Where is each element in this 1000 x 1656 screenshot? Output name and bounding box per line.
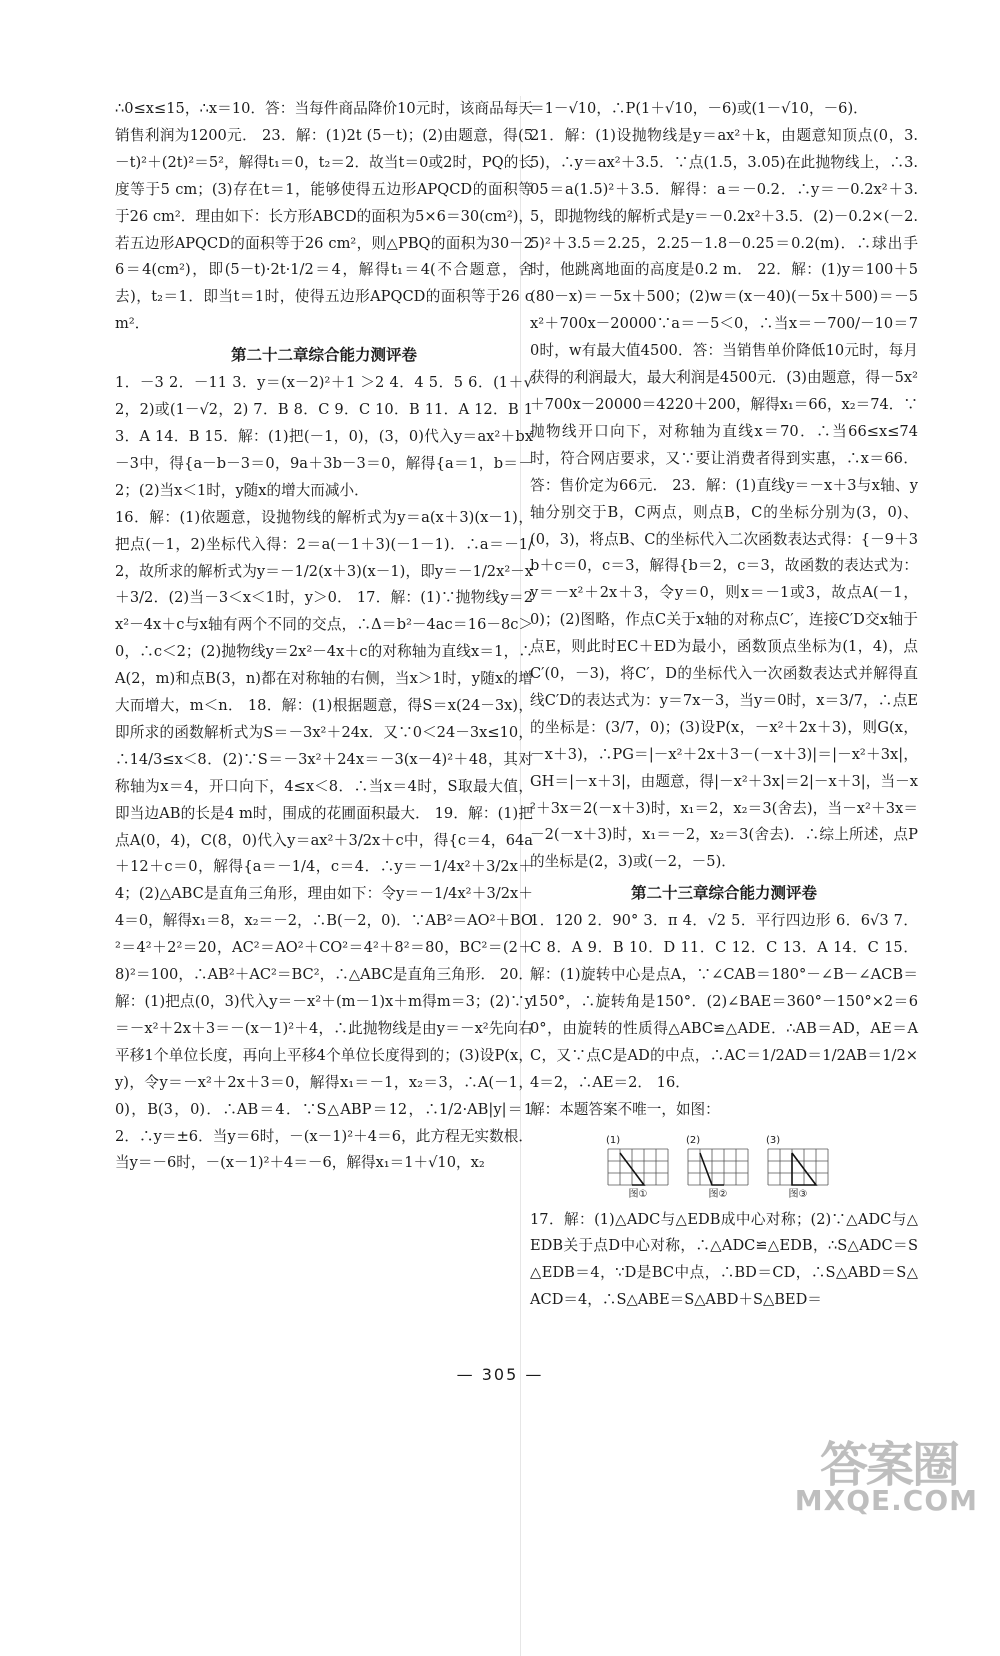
answer-text-block: ∴0≤x≤15，∴x＝10．答：当每件商品降价10元时，该商品每天销售利润为1200元． 23．解：(1)2t (5－t)；(2)由题意，得(5－t)²＋(2t)²＝5²，解得t₁＝0，t₂＝2．故当t＝0或2时，PQ的长度等于5 cm；(3)存在t＝1，能够使得五边形APQCD的面积等于26 cm²．理由如下：长方形ABCD的面积为5×6＝30(cm²)，若五边形APQCD的面积等于26 cm²，则△PBQ的面积为30－26＝4(cm²)，即(5－t)·2t·1/2＝4，解得t₁＝4(不合题意，舍去)，t₂＝1．即当t＝1时，使得五边形APQCD的面积等于26 cm²． [115,100,533,333]
answer-text-block: 16．解：(1)依题意，设抛物线的解析式为y＝a(x＋3)(x－1)，把点(－1，2)坐标代入得：2＝a(－1＋3)(－1－1)．∴a＝－1/2，故所求的解析式为y＝－1/2(x＋3)(x－1)，即y＝－1/2x²－x＋3/2．(2)当－3＜x＜1时，y＞0． 17．解：(1)∵抛物线y＝2x²－4x＋c与x轴有两个不同的交点，∴Δ＝b²－4ac＝16－8c＞0，∴c＜2；(2)抛物线y＝2x²－4x＋c的对称轴为直线x＝1，∴A(2，m)和点B(3，n)都在对称轴的右侧，当x＞1时，y随x的增大而增大，m＜n． 18．解：(1)根据题意，得S＝x(24－3x)，即所求的函数解析式为S＝－3x²＋24x．又∵0＜24－3x≤10，∴14/3≤x＜8．(2)∵S＝－3x²＋24x＝－3(x－4)²＋48，其对称轴为x＝4，开口向下，4≤x＜8．∴当x＝4时，S取最大值，即当边AB的长是4 m时，围成的花圃面积最大． 19．解：(1)把点A(0，4)，C(8，0)代入y＝ax²＋3/2x＋c中，得{c＝4，64a＋12＋c＝0，解得{a＝－1/4，c＝4．∴y＝－1/4x²＋3/2x＋4；(2)△ABC是直角三角形，理由如下：令y＝－1/4x²＋3/2x＋4＝0，解得x₁＝8，x₂＝－2，∴B(－2，0)．∵AB²＝AO²＋BO²＝4²＋2²＝20，AC²＝AO²＋CO²＝4²＋8²＝80，BC²＝(2＋8)²＝100，∴AB²＋AC²＝BC²，∴△ABC是直角三角形． 20．解：(1)把点(0，3)代入y＝－x²＋(m－1)x＋m得m＝3；(2)∵y＝－x²＋2x＋3＝－(x－1)²＋4，∴此抛物线是由y＝－x²先向右平移1个单位长度，再向上平移4个单位长度得到的；(3)设P(x，y)，令y＝－x²＋2x＋3＝0，解得x₁＝－1，x₂＝3，∴A(－1，0)，B(3，0)．∴AB＝4．∵S△ABP＝12，∴1/2·AB|y|＝12．∴y＝±6．当y＝6时，－(x－1)²＋4＝6，此方程无实数根．当y＝－6时，－(x－1)²＋4＝－6，解得x₁＝1＋√10，x₂ [115,508,533,1172]
watermark [722,1426,982,1516]
grid-figure-1 [606,1147,670,1189]
figure-1 [606,1128,670,1201]
answer-text-block: 1．120 2．90° 3．π 4．√2 5．平行四边形 6．6√3 7．C 8．A 9．B 10．D 11．C 12．C 13．A 14．C 15．解：(1)旋转中心是点A，∵∠CAB＝180°－∠B－∠ACB＝150°，∴旋转角是150°．(2)∠BAE＝360°－150°×2＝60°，由旋转的性质得△ABC≌△ADE．∴AB＝AD，AE＝AC，又∵点C是AD的中点，∴AC＝1/2AD＝1/2AB＝1/2×4＝2，∴AE＝2． 16． [530,912,918,1091]
figure-number: (3) [766,1134,781,1146]
right-column [530,96,918,1314]
answer-text-block: 解：本题答案不唯一，如图： [530,1100,720,1118]
figure-number: (1) [606,1134,621,1146]
page-number: — 305 — [456,1365,544,1384]
answer-text-block: 17．解：(1)△ADC与△EDB成中心对称；(2)∵△ADC与△EDB关于点D中心对称，∴△ADC≌△EDB，∴S△ADC＝S△EDB＝4，∵D是BC中点，∴BD＝CD，∴S△ABD＝S△ACD＝4，∴S△ABE＝S△ABD＋S△BED＝ [530,1210,918,1309]
figure-3 [766,1128,830,1201]
grid-figure-3 [766,1147,830,1189]
answer-text-block: 21．解：(1)设抛物线是y＝ax²＋k，由题意知顶点(0，3.5)，∴y＝ax²＋3.5．∵点(1.5，3.05)在此抛物线上，∴3.05＝a(1.5)²＋3.5．解得：a＝－0.2．∴y＝－0.2x²＋3.5，即抛物线的解析式是y＝－0.2x²＋3.5．(2)－0.2×(－2.5)²＋3.5＝2.25，2.25－1.8－0.25＝0.2(m)．∴球出手时，他跳离地面的高度是0.2 m． 22．解：(1)y＝100＋5(80－x)＝－5x＋500；(2)w＝(x－40)(－5x＋500)＝－5x²＋700x－20000∵a＝－5＜0，∴当x＝－700/－10＝70时，w有最大值4500．答：当销售单价降低10元时，每月获得的利润最大，最大利润是4500元．(3)由题意，得－5x²＋700x－20000＝4220＋200，解得x₁＝66，x₂＝74．∵抛物线开口向下，对称轴为直线x＝70．∴当66≤x≤74时，符合网店要求，又∵要让消费者得到实惠，∴x＝66．答：售价定为66元． 23．解：(1)直线y＝－x＋3与x轴、y轴分别交于B，C两点，则点B，C的坐标分别为(3，0)、(0，3)，将点B、C的坐标代入二次函数表达式得：{－9＋3b＋c＝0，c＝3，解得{b＝2，c＝3，故函数的表达式为：y＝－x²＋2x＋3，令y＝0，则x＝－1或3，故点A(－1，0)；(2)图略，作点C关于x轴的对称点C′，连接C′D交x轴于点E，则此时EC＋ED为最小，函数顶点坐标为(1，4)，点C′(0，－3)，将C′，D的坐标代入一次函数表达式并解得直线C′D的表达式为：y＝7x－3，当y＝0时，x＝3/7，∴点E的坐标是：(3/7，0)；(3)设P(x，－x²＋2x＋3)，则G(x，－x＋3)，∴PG＝|－x²＋2x＋3－(－x＋3)|＝|－x²＋3x|，GH＝|－x＋3|，由题意，得|－x²＋3x|＝2|－x＋3|，当－x²＋3x＝2(－x＋3)时，x₁＝2，x₂＝3(舍去)，当－x²＋3x＝－2(－x＋3)时，x₁＝－2，x₂＝3(舍去)．∴综上所述，点P的坐标是(2，3)或(－2，－5)． [530,126,918,871]
figure-2 [686,1128,750,1201]
answer-figures [606,1128,918,1201]
figure-caption: 图③ [788,1188,808,1200]
watermark-logo-text: 答案圈 [819,1437,958,1493]
chapter-23-heading: 第二十三章综合能力测评卷 [630,884,817,903]
answer-text-block: ＝1－√10，∴P(1＋√10，－6)或(1－√10，－6)． [530,100,868,117]
answer-text-block: 1．－3 2．－11 3．y＝(x－2)²＋1 ＞2 4．4 5．5 6．(1＋√2，2)或(1－√2，2) 7．B 8．C 9．C 10．B 11．A 12．B 13．A 14．B 15．解：(1)把(－1，0)，(3，0)代入y＝ax²＋bx－3中，得{a－b－3＝0，9a＋3b－3＝0，解得{a＝1，b＝－2；(2)当x＜1时，y随x的增大而减小． [115,374,533,499]
watermark-url: MXQE.COM [794,1484,978,1517]
left-column [115,96,533,1177]
figure-caption: 图② [708,1188,728,1200]
grid-figure-2 [686,1147,750,1189]
figure-number: (2) [686,1134,701,1146]
figure-caption: 图① [628,1188,648,1200]
chapter-22-heading: 第二十二章综合能力测评卷 [230,346,417,365]
